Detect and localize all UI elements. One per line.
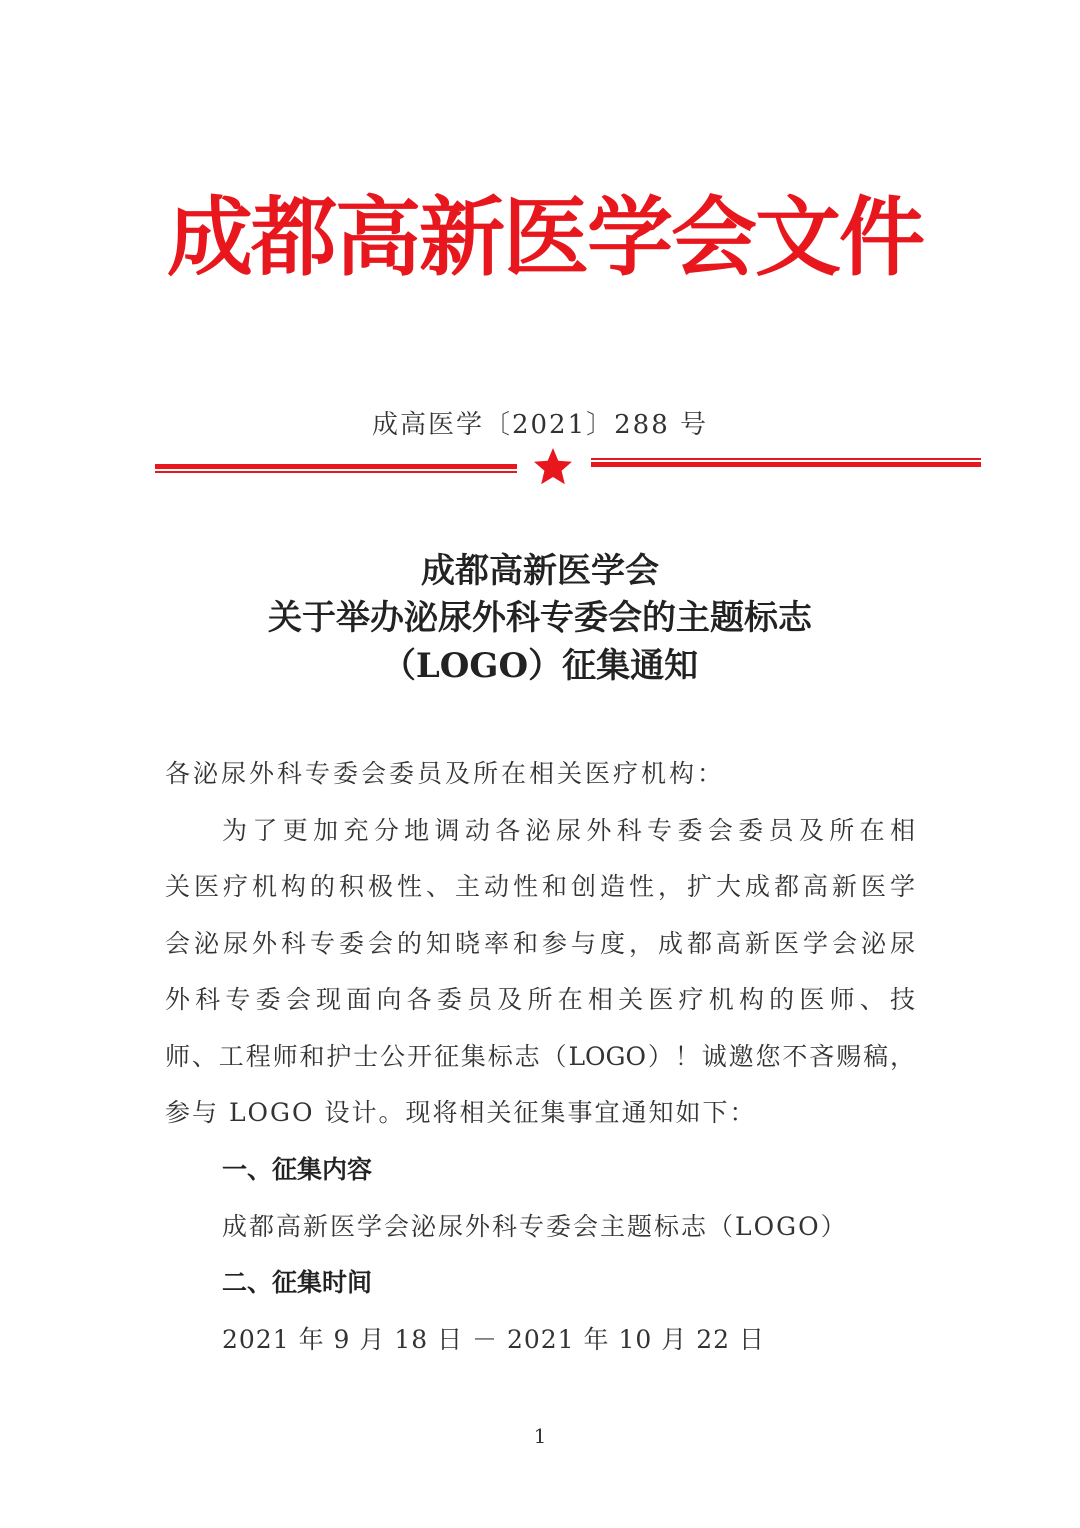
star-icon [534,448,572,484]
title-line-2: 关于举办泌尿外科专委会的主题标志 [268,598,812,638]
divider-left-thick-line [155,464,517,469]
body-line-4: 外科专委会现面向各委员及所在相关医疗机构的医师、技 [165,985,915,1014]
body-line-6: 参与 LOGO 设计。现将相关征集事宜通知如下： [165,1098,757,1127]
section-content-logo: 成都高新医学会泌尿外科专委会主题标志（LOGO） [222,1212,848,1241]
salutation: 各泌尿外科专委会委员及所在相关医疗机构： [165,759,726,788]
body-line-3: 会泌尿外科专委会的知晓率和参与度，成都高新医学会泌尿 [165,929,915,958]
page-number: 1 [533,1424,547,1448]
section-heading-time: 二、征集时间 [222,1268,373,1297]
title-line-1: 成都高新医学会 [421,551,659,591]
title-line-3: （LOGO）征集通知 [381,646,699,686]
document-number: 成高医学〔2021〕288 号 [371,410,709,440]
section-content-dates: 2021 年 9 月 18 日 － 2021 年 10 月 22 日 [222,1325,765,1354]
section-heading-content: 一、征集内容 [222,1155,373,1184]
divider-right-thin-line [591,458,981,460]
body-line-5: 师、工程师和护士公开征集标志（LOGO）！诚邀您不吝赐稿， [165,1042,915,1071]
body-line-1: 为了更加充分地调动各泌尿外科专委会委员及所在相 [222,816,915,845]
red-divider [155,446,981,486]
masthead-title: 成都高新医学会文件 [167,187,923,288]
body-line-2: 关医疗机构的积极性、主动性和创造性，扩大成都高新医学 [165,872,915,901]
divider-right-thick-line [591,462,981,467]
divider-left-thin-line [155,471,517,473]
